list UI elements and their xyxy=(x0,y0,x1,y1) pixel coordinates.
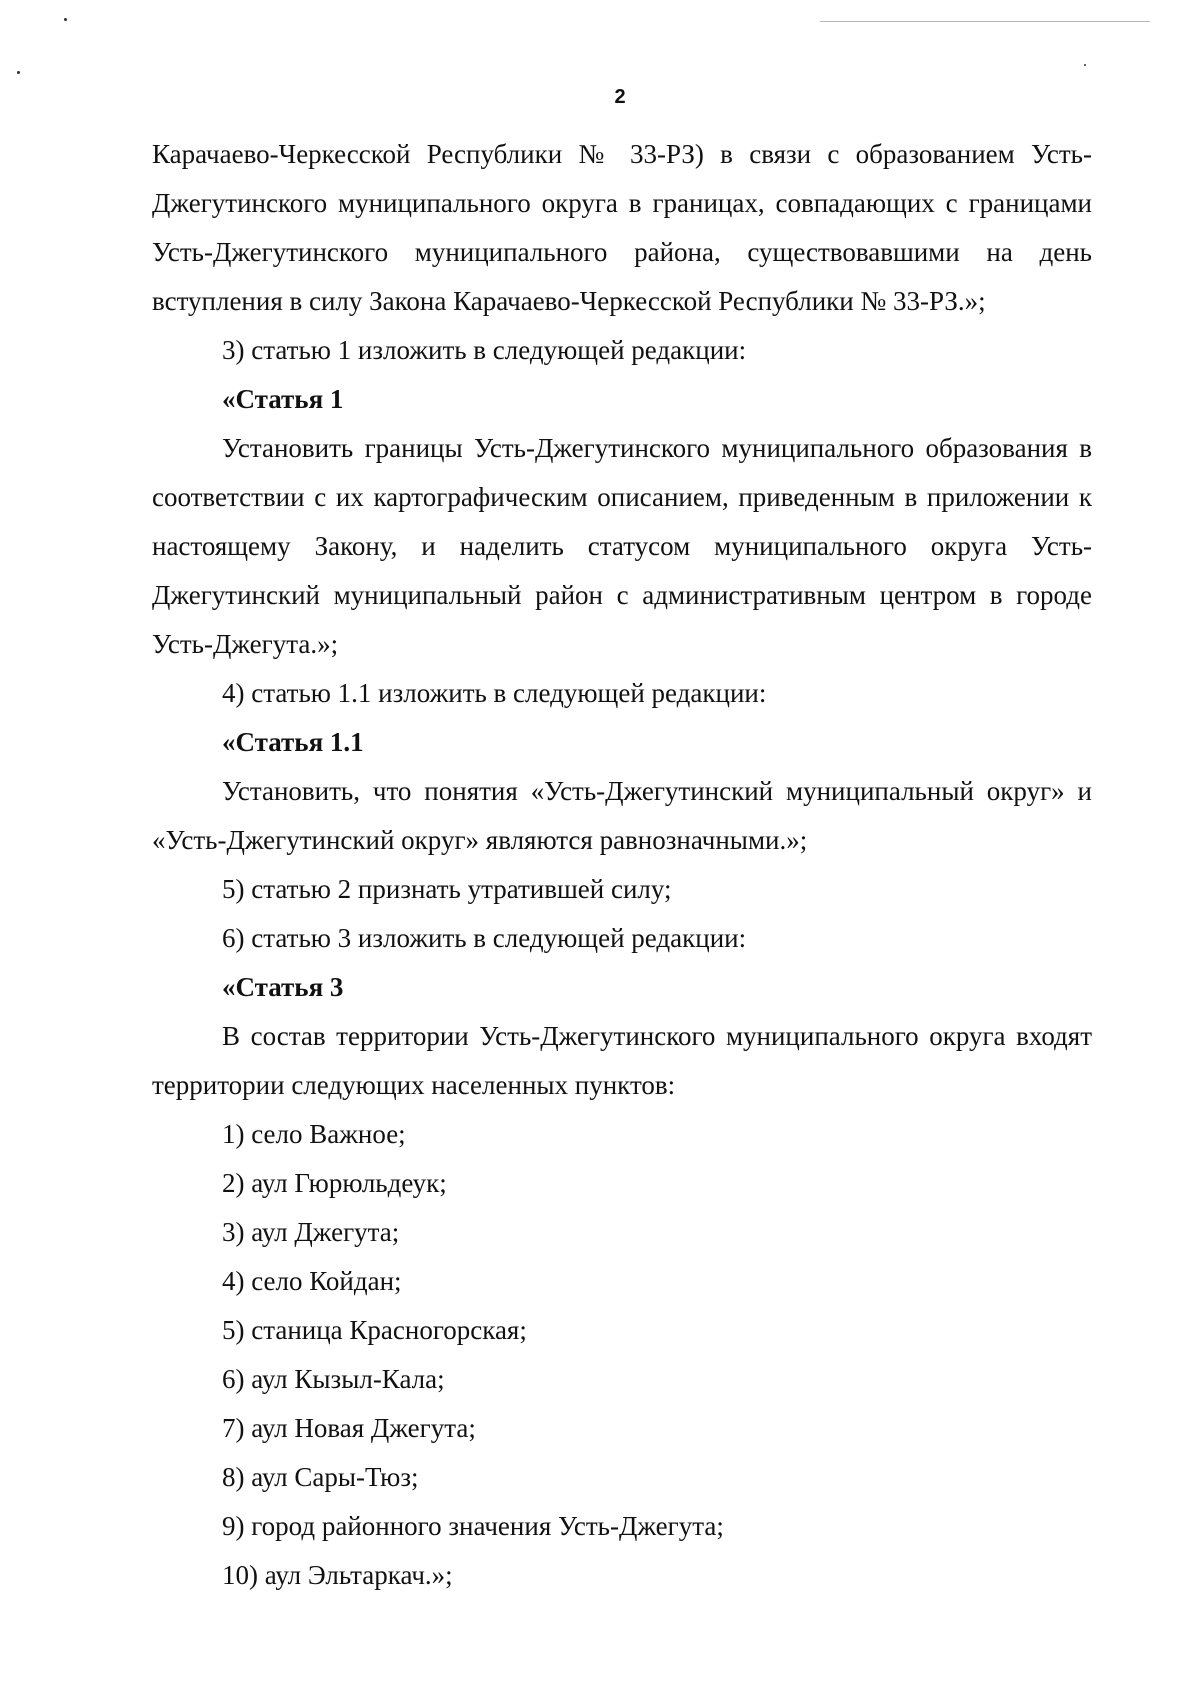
settlement-list-item: 5) станица Красногорская; xyxy=(222,1315,527,1345)
scan-artifact-dot xyxy=(64,18,67,21)
settlement-list-item: 9) город районного значения Усть-Джегута; xyxy=(222,1511,724,1541)
scan-artifact-line xyxy=(820,21,1150,22)
settlement-list-item: 7) аул Новая Джегута; xyxy=(222,1413,476,1443)
paragraph-article-1-1: Установить, что понятия «Усть-Джегутинский муниципальный округ» и «Усть-Джегутинский округ» являются равнозначными.»; xyxy=(152,776,1092,855)
paragraph-continuation: Карачаево-Черкесской Республики № 33-РЗ) в связи с образованием Усть-Джегутинского муниципального округа в границах, совпадающих с границами Усть-Джегутинского муниципального района, существовавшими на день вступления в силу Закона Карачаево-Черкесской Республики № 33-РЗ.»; xyxy=(152,139,1092,316)
heading-article-1: «Статья 1 xyxy=(222,384,344,414)
settlement-list-item: 6) аул Кызыл-Кала; xyxy=(222,1364,445,1394)
settlement-list-item: 3) аул Джегута; xyxy=(222,1217,400,1247)
settlement-list-item: 2) аул Гюрюльдеук; xyxy=(222,1168,447,1198)
scan-artifact-dot xyxy=(1084,64,1086,66)
list-item-article-2-repeal: 5) статью 2 признать утратившей силу; xyxy=(222,874,672,904)
scan-artifact-dot xyxy=(17,71,20,74)
list-item-article-1-1-amendment: 4) статью 1.1 изложить в следующей редакции: xyxy=(222,678,767,708)
settlement-list-item: 10) аул Эльтаркач.»; xyxy=(222,1560,453,1590)
list-item-article-3-amendment: 6) статью 3 изложить в следующей редакции: xyxy=(222,923,747,953)
list-item-article-1-amendment: 3) статью 1 изложить в следующей редакции: xyxy=(222,335,747,365)
heading-article-3: «Статья 3 xyxy=(222,972,344,1002)
document-body xyxy=(152,130,1092,1600)
paragraph-article-3: В состав территории Усть-Джегутинского муниципального округа входят территории следующих населенных пунктов: xyxy=(152,1021,1092,1100)
paragraph-article-1: Установить границы Усть-Джегутинского муниципального образования в соответствии с их картографическим описанием, приведенным в приложении к настоящему Закону, и наделить статусом муниципального округа Усть-Джегутинский муниципальный район с административным центром в городе Усть-Джегута.»; xyxy=(152,433,1092,659)
settlement-list-item: 8) аул Сары-Тюз; xyxy=(222,1462,419,1492)
settlement-list-item: 4) село Койдан; xyxy=(222,1266,402,1296)
page-number: 2 xyxy=(614,86,626,108)
heading-article-1-1: «Статья 1.1 xyxy=(222,727,364,757)
settlement-list-item: 1) село Важное; xyxy=(222,1119,406,1149)
